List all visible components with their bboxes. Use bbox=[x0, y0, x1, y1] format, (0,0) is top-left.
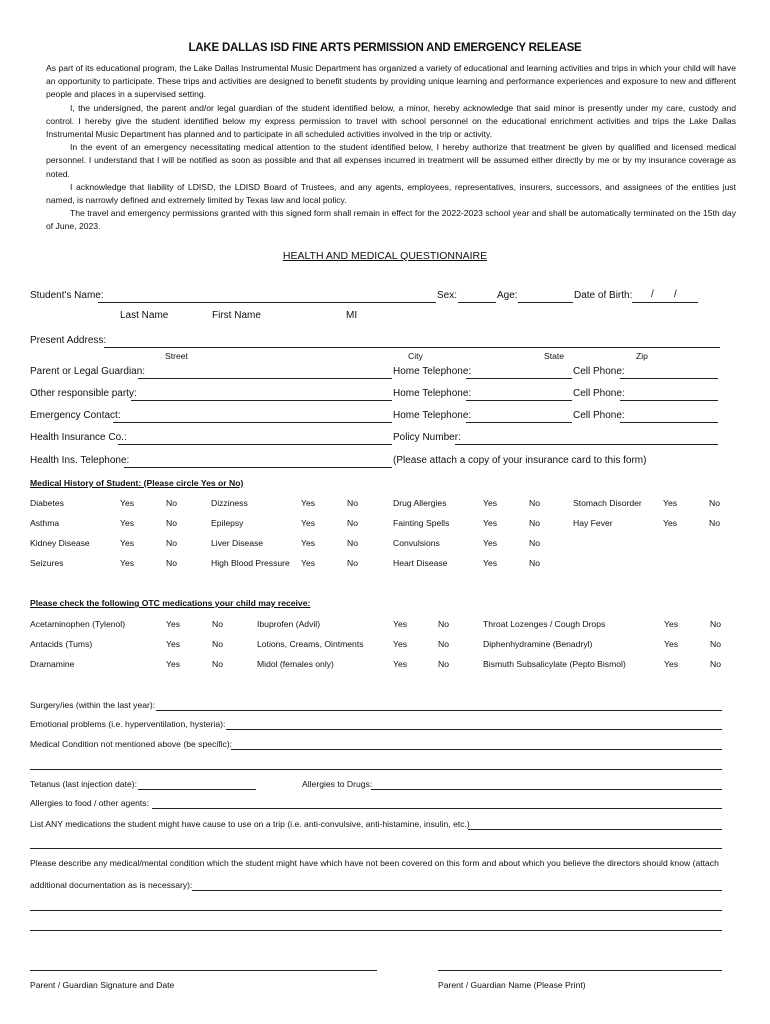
no-option[interactable]: No bbox=[529, 518, 540, 528]
intro-paragraph-1: As part of its educational program, the Lake Dallas Instrumental Music Department has organized a variety of educational and learning activities and trips in which your child will have an opportunity to participate. These trips and activities are designed to benefit students by providing unique learning and performance experiences and exposure to new and different people and places in a supervised setting. bbox=[46, 63, 736, 100]
other-cell-field[interactable] bbox=[620, 400, 718, 401]
otc-medication-label: Lotions, Creams, Ointments bbox=[257, 639, 364, 649]
yes-option[interactable]: Yes bbox=[120, 498, 135, 508]
age-field[interactable] bbox=[518, 302, 573, 303]
medical-condition-label: Liver Disease bbox=[211, 538, 264, 548]
insurance-co-field[interactable] bbox=[118, 444, 392, 445]
signature-line[interactable] bbox=[30, 970, 377, 971]
yes-option[interactable]: Yes bbox=[301, 558, 316, 568]
student-name-field[interactable] bbox=[98, 302, 436, 303]
medical-condition-label: High Blood Pressure bbox=[211, 558, 290, 568]
otc-medication-label: Ibuprofen (Advil) bbox=[257, 619, 321, 629]
medical-condition-label: Convulsions bbox=[393, 538, 440, 548]
additional-label: additional documentation as is necessary): bbox=[30, 880, 193, 890]
no-option[interactable]: No bbox=[438, 619, 449, 629]
no-option[interactable]: No bbox=[166, 498, 177, 508]
no-option[interactable]: No bbox=[438, 639, 449, 649]
parent-guardian-label: Parent or Legal Guardian: bbox=[30, 366, 146, 377]
first-name-caption: First Name bbox=[212, 310, 261, 321]
yes-option[interactable]: Yes bbox=[483, 518, 498, 528]
food-allergies-field[interactable] bbox=[152, 808, 722, 809]
dob-slash-2: / bbox=[674, 289, 677, 300]
medications-label: List ANY medications the student might have cause to use on a trip (i.e. anti-convulsive, anti-histamine, insulin, etc.) bbox=[30, 819, 470, 829]
no-option[interactable]: No bbox=[529, 558, 540, 568]
describe-field-line-2[interactable] bbox=[30, 910, 722, 911]
yes-option[interactable]: Yes bbox=[301, 498, 316, 508]
no-option[interactable]: No bbox=[347, 498, 358, 508]
describe-field-line-3[interactable] bbox=[30, 930, 722, 931]
sex-label: Sex: bbox=[437, 290, 458, 301]
medical-condition-field[interactable] bbox=[231, 749, 722, 750]
otc-medication-label: Acetaminophen (Tylenol) bbox=[30, 619, 126, 629]
intro-paragraph-5: The travel and emergency permissions granted with this signed form shall remain in effect for the 2022-2023 school year and shall be automatically terminated on the 15th day of June, 2023. bbox=[46, 208, 736, 232]
age-label: Age: bbox=[497, 290, 518, 301]
insurance-co-label: Health Insurance Co.: bbox=[30, 432, 127, 443]
yes-option[interactable]: Yes bbox=[166, 639, 181, 649]
city-caption: City bbox=[408, 351, 423, 361]
yes-option[interactable]: Yes bbox=[301, 518, 316, 528]
medical-condition-label: Stomach Disorder bbox=[573, 498, 642, 508]
otc-medication-label: Dramamine bbox=[30, 659, 75, 669]
yes-option[interactable]: Yes bbox=[120, 558, 135, 568]
present-address-label: Present Address: bbox=[30, 335, 107, 346]
emergency-contact-field[interactable] bbox=[113, 422, 392, 423]
medications-field[interactable] bbox=[468, 829, 722, 830]
no-option[interactable]: No bbox=[212, 639, 223, 649]
yes-option[interactable]: Yes bbox=[483, 558, 498, 568]
no-option[interactable]: No bbox=[709, 518, 720, 528]
no-option[interactable]: No bbox=[347, 558, 358, 568]
emergency-home-tel-label: Home Telephone: bbox=[393, 410, 472, 421]
policy-number-label: Policy Number: bbox=[393, 432, 461, 443]
yes-option[interactable]: Yes bbox=[120, 538, 135, 548]
no-option[interactable]: No bbox=[710, 639, 721, 649]
policy-number-field[interactable] bbox=[455, 444, 718, 445]
emergency-cell-label: Cell Phone: bbox=[573, 410, 625, 421]
print-name-line[interactable] bbox=[438, 970, 722, 971]
zip-caption: Zip bbox=[636, 351, 648, 361]
medical-condition-label: Asthma bbox=[30, 518, 60, 528]
yes-option[interactable]: Yes bbox=[301, 538, 316, 548]
signature-caption: Parent / Guardian Signature and Date bbox=[30, 980, 175, 990]
food-allergies-label: Allergies to food / other agents: bbox=[30, 798, 149, 808]
medical-condition-label: Diabetes bbox=[30, 498, 64, 508]
form-title: LAKE DALLAS ISD FINE ARTS PERMISSION AND EMERGENCY RELEASE bbox=[188, 42, 582, 54]
emergency-home-tel-field[interactable] bbox=[466, 422, 572, 423]
otc-medication-label: Throat Lozenges / Cough Drops bbox=[483, 619, 606, 629]
other-cell-label: Cell Phone: bbox=[573, 388, 625, 399]
yes-option[interactable]: Yes bbox=[393, 639, 408, 649]
no-option[interactable]: No bbox=[166, 538, 177, 548]
otc-medication-label: Midol (females only) bbox=[257, 659, 334, 669]
parent-home-tel-label: Home Telephone: bbox=[393, 366, 472, 377]
describe-field[interactable] bbox=[192, 890, 722, 891]
otc-medication-label: Diphenhydramine (Benadryl) bbox=[483, 639, 593, 649]
medical-condition-label: Drug Allergies bbox=[393, 498, 447, 508]
yes-option[interactable]: Yes bbox=[663, 518, 678, 528]
describe-label: Please describe any medical/mental condition which the student might have which have not been covered on this form and about which you believe the directors should know (attach bbox=[30, 858, 719, 868]
medical-condition-label: Fainting Spells bbox=[393, 518, 450, 528]
medical-history-title: Medical History of Student: (Please circle Yes or No) bbox=[30, 478, 244, 488]
student-name-label: Student's Name: bbox=[30, 290, 104, 301]
dob-field[interactable] bbox=[632, 302, 698, 303]
no-option[interactable]: No bbox=[212, 659, 223, 669]
last-name-caption: Last Name bbox=[120, 310, 169, 321]
medical-condition-label: Heart Disease bbox=[393, 558, 448, 568]
no-option[interactable]: No bbox=[212, 619, 223, 629]
no-option[interactable]: No bbox=[529, 498, 540, 508]
yes-option[interactable]: Yes bbox=[393, 659, 408, 669]
tetanus-label: Tetanus (last injection date): bbox=[30, 779, 138, 789]
parent-cell-label: Cell Phone: bbox=[573, 366, 625, 377]
other-home-tel-field[interactable] bbox=[466, 400, 572, 401]
intro-paragraph-3: In the event of an emergency necessitating medical attention to the student identified below, I hereby authorize that treatment be given by qualified and licensed medical personnel. I understand that I will be notified as soon as possible and that all expenses incurred in treatment will be assumed either directly by me or by my insurance coverage as noted. bbox=[46, 142, 736, 179]
parent-guardian-field[interactable] bbox=[138, 378, 392, 379]
medical-condition-label: Dizziness bbox=[211, 498, 248, 508]
yes-option[interactable]: Yes bbox=[120, 518, 135, 528]
other-party-label: Other responsible party: bbox=[30, 388, 137, 399]
intro-paragraph-4: I acknowledge that liability of LDISD, the LDISD Board of Trustees, and any agents, employees, representatives, insurers, successors, and assignees of the entities just named, is narrowly defined and extremely limited by Texas law and local policy. bbox=[46, 181, 736, 206]
no-option[interactable]: No bbox=[347, 538, 358, 548]
attach-card-note: (Please attach a copy of your insurance card to this form) bbox=[393, 455, 647, 466]
yes-option[interactable]: Yes bbox=[483, 538, 498, 548]
sex-field[interactable] bbox=[458, 302, 496, 303]
intro-paragraph-2: I, the undersigned, the parent and/or legal guardian of the student identified below, a minor, hereby acknowledge that said minor is presently under my care, custody and control. I hereby give the student identified below my express permission to travel with school personnel on the educational enrichment activities and trips the Lake Dallas Instrumental Music Department has planned and to participate in all scheduled activities involved in the trip or activity. bbox=[46, 102, 736, 140]
yes-option[interactable]: Yes bbox=[166, 619, 181, 629]
medical-condition-label: Epilepsy bbox=[211, 518, 244, 528]
no-option[interactable]: No bbox=[438, 659, 449, 669]
print-name-caption: Parent / Guardian Name (Please Print) bbox=[438, 980, 586, 990]
otc-title: Please check the following OTC medications your child may receive: bbox=[30, 598, 311, 608]
emergency-contact-label: Emergency Contact: bbox=[30, 410, 121, 421]
drug-allergies-field[interactable] bbox=[371, 789, 722, 790]
medical-condition-label: Kidney Disease bbox=[30, 538, 90, 548]
insurance-tel-field[interactable] bbox=[124, 467, 392, 468]
yes-option[interactable]: Yes bbox=[393, 619, 408, 629]
surgery-label: Surgery/ies (within the last year): bbox=[30, 700, 156, 710]
surgery-field[interactable] bbox=[156, 710, 722, 711]
medications-field-line-2[interactable] bbox=[30, 848, 722, 849]
parent-cell-field[interactable] bbox=[620, 378, 718, 379]
otc-medication-label: Bismuth Subsalicylate (Pepto Bismol) bbox=[483, 659, 626, 669]
street-caption: Street bbox=[165, 351, 188, 361]
no-option[interactable]: No bbox=[347, 518, 358, 528]
state-caption: State bbox=[544, 351, 565, 361]
yes-option[interactable]: Yes bbox=[483, 498, 498, 508]
yes-option[interactable]: Yes bbox=[663, 498, 678, 508]
yes-option[interactable]: Yes bbox=[664, 619, 679, 629]
yes-option[interactable]: Yes bbox=[664, 659, 679, 669]
medical-condition-field-line-2[interactable] bbox=[30, 769, 722, 770]
yes-option[interactable]: Yes bbox=[166, 659, 181, 669]
other-party-field[interactable] bbox=[131, 400, 392, 401]
no-option[interactable]: No bbox=[166, 558, 177, 568]
tetanus-field[interactable] bbox=[138, 789, 256, 790]
emotional-field[interactable] bbox=[226, 729, 722, 730]
other-home-tel-label: Home Telephone: bbox=[393, 388, 472, 399]
no-option[interactable]: No bbox=[529, 538, 540, 548]
insurance-tel-label: Health Ins. Telephone: bbox=[30, 455, 130, 466]
no-option[interactable]: No bbox=[710, 619, 721, 629]
medical-condition-label: Hay Fever bbox=[573, 518, 613, 528]
drug-allergies-label: Allergies to Drugs: bbox=[302, 779, 373, 789]
emotional-label: Emotional problems (i.e. hyperventilation, hysteria): bbox=[30, 719, 226, 729]
mi-caption: MI bbox=[346, 310, 358, 321]
no-option[interactable]: No bbox=[709, 498, 720, 508]
emergency-cell-field[interactable] bbox=[620, 422, 718, 423]
dob-label: Date of Birth: bbox=[574, 290, 633, 301]
medical-condition-label: Medical Condition not mentioned above (be specific): bbox=[30, 739, 233, 749]
present-address-field[interactable] bbox=[104, 347, 720, 348]
intro-text bbox=[46, 62, 736, 234]
medical-condition-label: Seizures bbox=[30, 558, 64, 568]
no-option[interactable]: No bbox=[166, 518, 177, 528]
no-option[interactable]: No bbox=[710, 659, 721, 669]
questionnaire-title: HEALTH AND MEDICAL QUESTIONNAIRE bbox=[282, 250, 488, 262]
parent-home-tel-field[interactable] bbox=[466, 378, 572, 379]
otc-medication-label: Antacids (Tums) bbox=[30, 639, 93, 649]
dob-slash-1: / bbox=[651, 289, 654, 300]
yes-option[interactable]: Yes bbox=[664, 639, 679, 649]
